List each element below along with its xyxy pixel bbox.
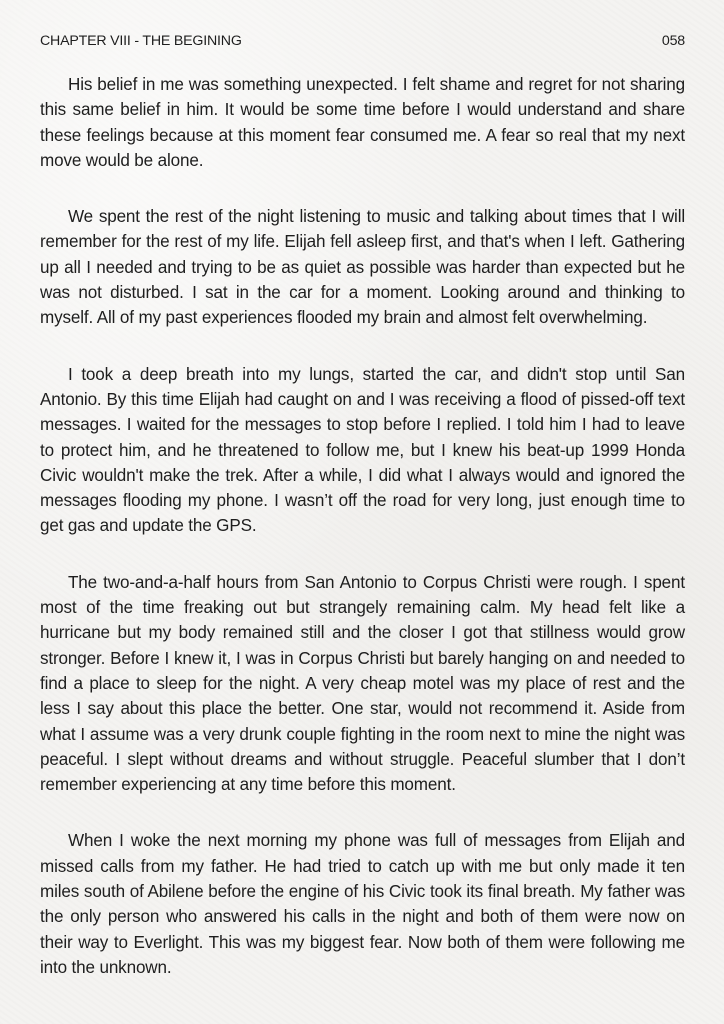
paragraph: When I woke the next morning my phone was full of messages from Elijah and missed calls from my father. He had tried to catch up with me but only made it ten miles south of Abilene before the engine of his Civic took its final breath. My father was the only person who answered his calls in the night and both of them were now on their way to Everlight. This was my biggest fear. Now both of them were following me into the unknown. (40, 831, 685, 977)
body-text (40, 72, 685, 1011)
paragraph: The two-and-a-half hours from San Antonio to Corpus Christi were rough. I spent most of the time freaking out but strangely remaining calm. My head felt like a hurricane but my body remained still and the closer I got that stillness would grow stronger. Before I knew it, I was in Corpus Christi but barely hanging on and needed to find a place to sleep for the night. A very cheap motel was my place of rest and the less I say about this place the better. One star, would not recommend it. Aside from what I assume was a very drunk couple fighting in the room next to mine the night was peaceful. I slept without dreams and without struggle. Peaceful slumber that I don’t remember experiencing at any time before this moment. (40, 572, 685, 795)
paragraph: We spent the rest of the night listening to music and talking about times that I will remember for the rest of my life. Elijah fell asleep first, and that's when I left. Gathering up all I needed and trying to be as quiet as possible was harder than expected but he was not disturbed. I sat in the car for a moment. Looking around and thinking to myself. All of my past experiences flooded my brain and almost felt overwhelming. (40, 207, 685, 328)
paragraph: His belief in me was something unexpected. I felt shame and regret for not sharing this same belief in him. It would be some time before I would understand and share these feelings because at this moment fear consumed me. A fear so real that my next move would be alone. (40, 75, 685, 170)
chapter-title: CHAPTER VIII - THE BEGINING (40, 33, 242, 49)
paragraph: I took a deep breath into my lungs, started the car, and didn't stop until San Antonio. By this time Elijah had caught on and I was receiving a flood of pissed-off text messages. I waited for the messages to stop before I replied. I told him I had to leave to protect him, and he threatened to follow me, but I knew his beat-up 1999 Honda Civic wouldn't make the trek. After a while, I did what I always would and ignored the messages flooding my phone. I wasn’t off the road for very long, just enough time to get gas and update the GPS. (40, 364, 685, 536)
page-header (40, 33, 685, 49)
page-number: 058 (661, 33, 685, 49)
